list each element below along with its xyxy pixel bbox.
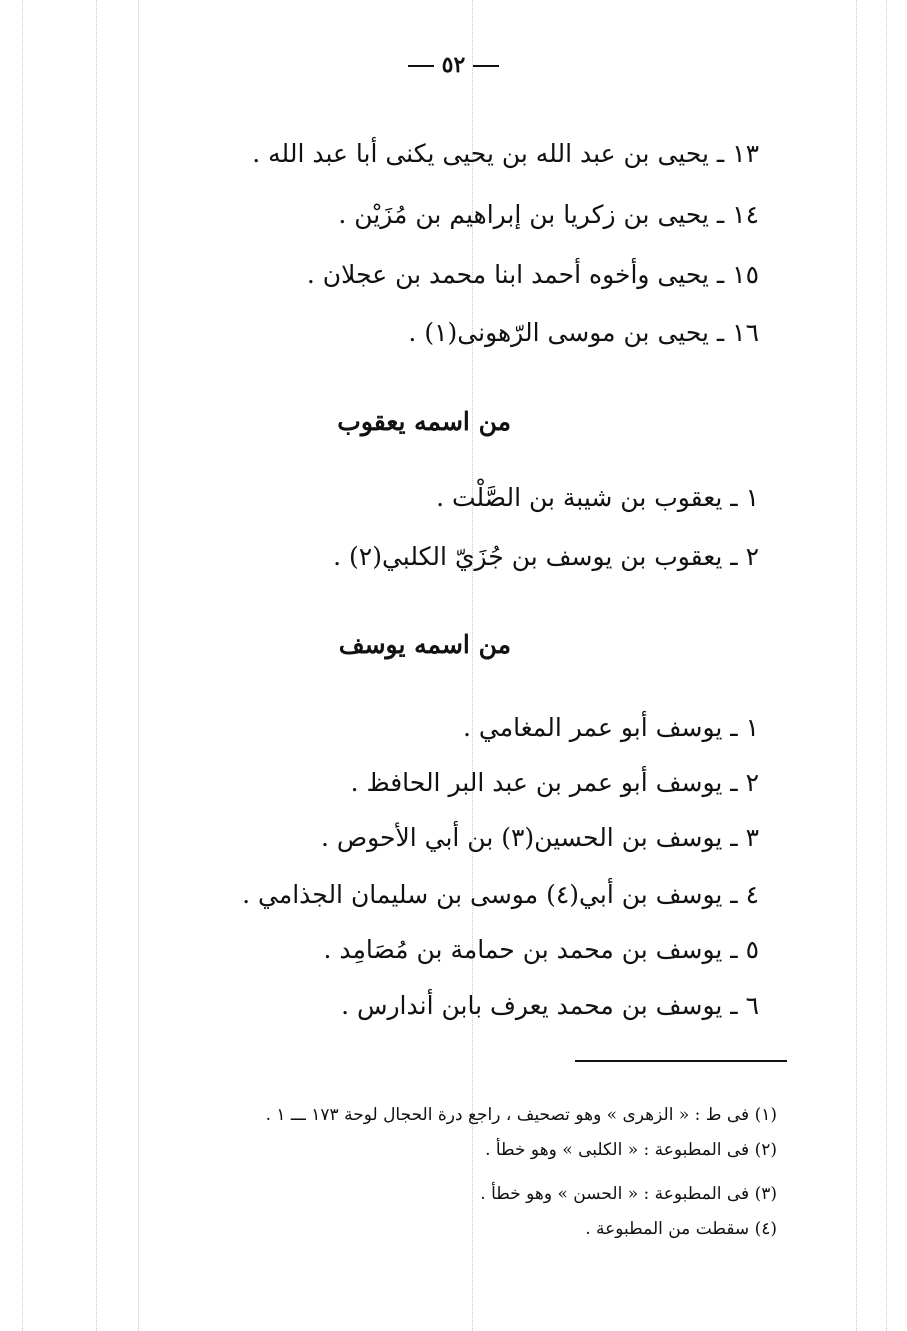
scan-guide-line [96,0,97,1331]
footnote: (٢) فى المطبوعة : « الكلبى » وهو خطأ . [485,1140,777,1160]
list-item: ١٥ ـ يحيى وأخوه أحمد ابنا محمد بن عجلان . [306,260,759,289]
list-item: ٢ ـ يوسف أبو عمر بن عبد البر الحافظ . [350,768,759,797]
footnote: (٤) سقطت من المطبوعة . [585,1219,777,1239]
list-item: ١ ـ يعقوب بن شيبة بن الصَّلْت . [436,483,759,512]
list-item: ٣ ـ يوسف بن الحسين(٣) بن أبي الأحوص . [320,823,759,852]
footnote-separator [575,1060,787,1062]
page-number-text: ٥٢ [441,52,466,78]
page-number [0,52,907,78]
scan-guide-line [138,0,139,1331]
page-number-dash-left [473,65,499,67]
list-item: ٢ ـ يعقوب بن يوسف بن جُزَيّ الكلبي(٢) . [333,542,759,571]
list-item: ١٣ ـ يحيى بن عبد الله بن يحيى يكنى أبا عبد الله . [252,139,759,168]
scan-guide-line [22,0,23,1331]
list-item: ١٦ ـ يحيى بن موسى الرّهونى(١) . [408,318,759,347]
footnote: (٣) فى المطبوعة : « الحسن » وهو خطأ . [480,1184,777,1204]
list-item: ٦ ـ يوسف بن محمد يعرف بابن أندارس . [341,991,759,1020]
section-heading-yaqub: من اسمه يعقوب [337,407,511,436]
scan-guide-line [856,0,857,1331]
scan-guide-line [886,0,887,1331]
page-number-dash-right [408,65,434,67]
list-item: ١٤ ـ يحيى بن زكريا بن إبراهيم بن مُزَيْن . [338,200,759,229]
list-item: ١ ـ يوسف أبو عمر المغامي . [463,713,759,742]
list-item: ٤ ـ يوسف بن أبي(٤) موسى بن سليمان الجذامي . [242,880,759,909]
footnote: (١) فى ط : « الزهرى » وهو تصحيف ، راجع درة الحجال لوحة ١٧٣ ـــ ١ . [265,1105,777,1125]
section-heading-yusuf: من اسمه يوسف [338,630,511,659]
list-item: ٥ ـ يوسف بن محمد بن حمامة بن مُصَامِد . [323,935,759,964]
